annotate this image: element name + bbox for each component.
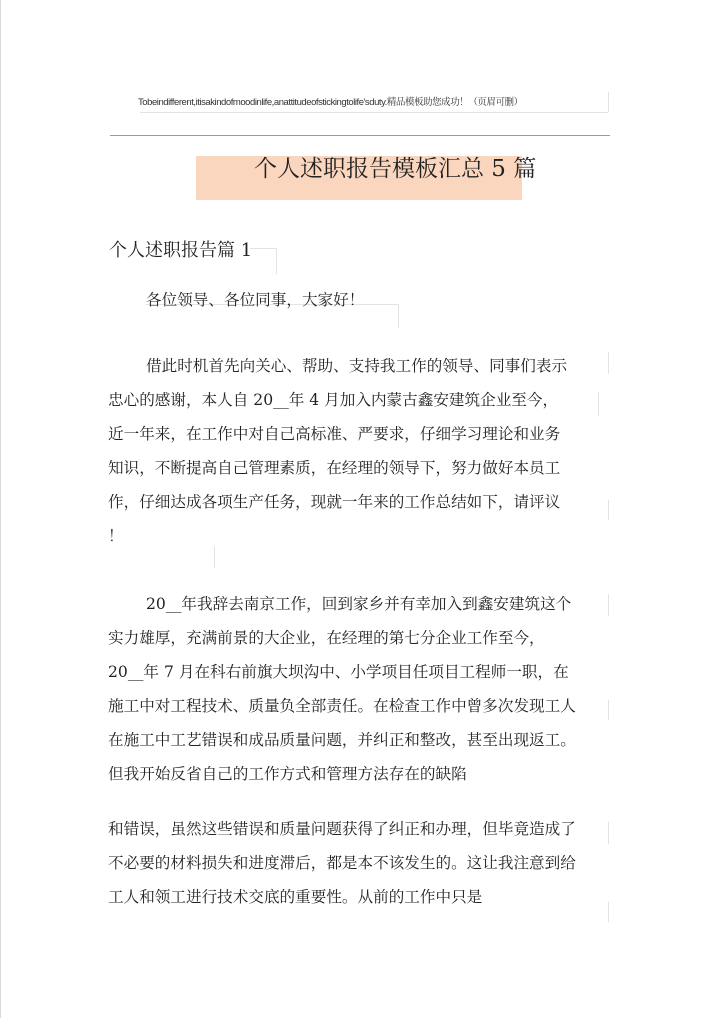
- paragraph-line: 不必要的材料损失和进度滞后，都是本不该发生的。这让我注意到给: [108, 854, 576, 872]
- paragraph-line: 施工中对工程技术、质量负全部责任。在检查工作中曾多次发现工人: [108, 697, 576, 715]
- guide-line: [608, 500, 609, 520]
- paragraph-line: 在施工中工艺错误和成品质量问题，并纠正和整改，甚至出现返工。: [108, 731, 576, 749]
- paragraph-line: ！: [108, 527, 124, 545]
- paragraph-line: 但我开始反省自己的工作方式和管理方法存在的缺陷: [108, 765, 467, 783]
- guide-line: [608, 352, 609, 374]
- guide-line: [608, 700, 609, 720]
- paragraph-line: 20__年 7 月在科右前旗大坝沟中、小学项目任项目工程师一职，在: [108, 663, 569, 681]
- paragraph-line: 工人和领工进行技术交底的重要性。从前的工作中只是: [108, 888, 483, 906]
- greeting-paragraph: [146, 283, 364, 317]
- paragraph-line: 忠心的感谢，本人自 20__年 4 月加入内蒙古鑫安建筑企业至今，: [108, 391, 559, 409]
- paragraph-intro: [108, 349, 567, 553]
- page-header-text: Tobeindifferent,itisakindofmoodinlife,anattitudeofstickingtolife'sduty.精品模板助您成功！（页眉可删）: [138, 97, 523, 108]
- paragraph-work-history: [108, 587, 576, 791]
- paragraph-reflection: [108, 812, 576, 914]
- paragraph-line: 20__年我辞去南京工作，回到家乡并有幸加入到鑫安建筑这个: [146, 595, 572, 613]
- paragraph-line: 作，仔细达成各项生产任务，现就一年来的工作总结如下，请评议: [108, 493, 561, 511]
- guide-line: [276, 248, 277, 274]
- paragraph-line: 和错误，虽然这些错误和质量问题获得了纠正和办理，但毕竟造成了: [108, 820, 576, 838]
- paragraph-line: 借此时机首先向关心、帮助、支持我工作的领导、同事们表示: [146, 357, 568, 375]
- paragraph-line: 实力雄厚，充满前景的大企业，在经理的第七分企业工作至今，: [108, 629, 545, 647]
- guide-line: [598, 392, 599, 416]
- guide-line: [140, 112, 608, 113]
- guide-line: [608, 594, 609, 616]
- guide-line: [398, 304, 399, 328]
- section-heading: 个人述职报告篇 1: [109, 240, 253, 261]
- guide-line: [608, 902, 609, 922]
- page-edge: [0, 0, 1, 1018]
- document-title: 个人述职报告模板汇总 5 篇: [254, 156, 537, 182]
- guide-line: [608, 822, 609, 844]
- guide-line: [250, 248, 276, 249]
- guide-line: [608, 92, 609, 112]
- header-divider: [110, 135, 610, 136]
- paragraph-line: 各位领导、各位同事，大家好！: [146, 291, 365, 309]
- paragraph-line: 近一年来，在工作中对自己高标准、严要求，仔细学习理论和业务: [108, 425, 561, 443]
- paragraph-line: 知识，不断提高自己管理素质，在经理的领导下，努力做好本员工: [108, 459, 561, 477]
